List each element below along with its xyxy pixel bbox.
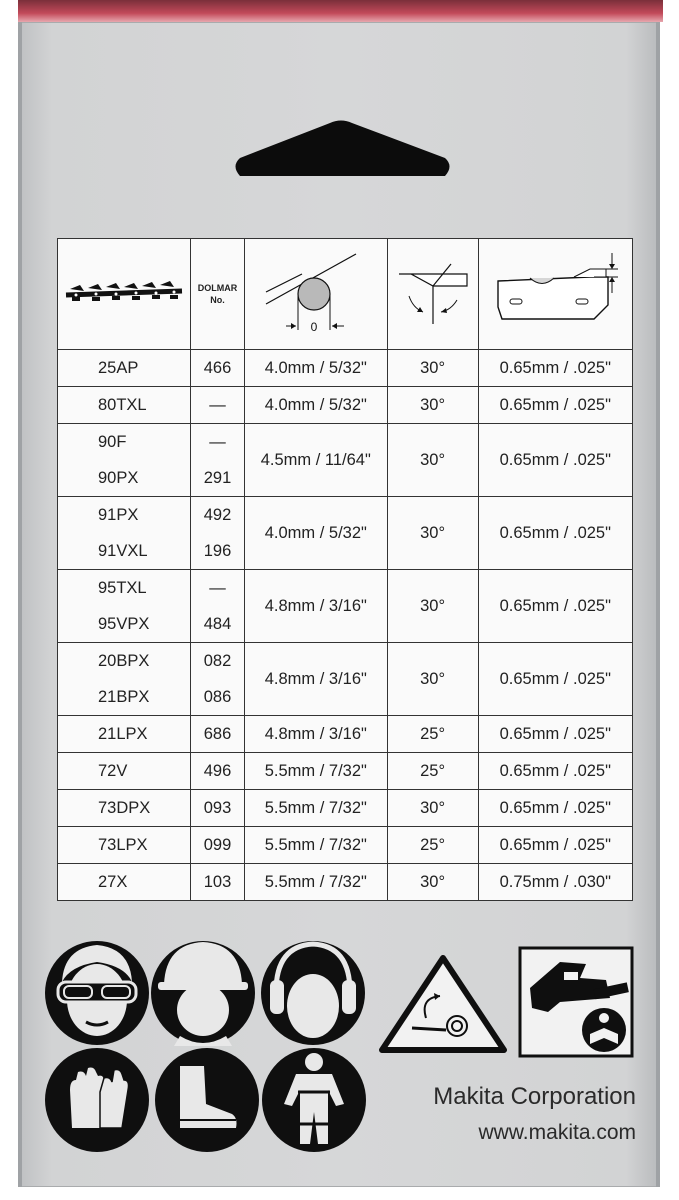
angle-cell: 30°	[387, 424, 478, 497]
depth-cell: 0.65mm / .025"	[478, 497, 632, 570]
file-diameter-symbol: 0	[310, 319, 318, 334]
protective-clothing-icon	[262, 1048, 366, 1152]
file-size-cell: 4.0mm / 5/32"	[245, 497, 388, 570]
angle-cell: 30°	[387, 387, 478, 424]
dolmar-number: 196	[203, 542, 232, 560]
dolmar-number: 082	[203, 652, 232, 670]
model-code: 95VPX	[98, 615, 150, 633]
dolmar-number: 496	[203, 762, 232, 780]
company-name: Makita Corporation	[433, 1083, 636, 1110]
dolmar-header-label: DOLMAR No.	[197, 283, 238, 305]
kickback-warning-icon	[382, 958, 504, 1050]
dolmar-number: 466	[203, 359, 232, 377]
file-size-cell: 5.5mm / 7/32"	[245, 790, 388, 827]
dolmar-number: 686	[203, 725, 232, 743]
angle-cell: 25°	[387, 753, 478, 790]
dolmar-number: —	[209, 396, 226, 414]
depth-cell: 0.65mm / .025"	[478, 790, 632, 827]
angle-cell: 30°	[387, 864, 478, 901]
angle-cell: 25°	[387, 716, 478, 753]
dolmar-number: —	[209, 579, 226, 597]
angle-cell: 30°	[387, 350, 478, 387]
model-code: 21LPX	[98, 725, 148, 743]
file-size-cell: 4.8mm / 3/16"	[245, 716, 388, 753]
angle-cell: 30°	[387, 570, 478, 643]
dolmar-number: 093	[203, 799, 232, 817]
depth-cell: 0.65mm / .025"	[478, 827, 632, 864]
model-code: 91PX	[98, 506, 139, 524]
depth-cell: 0.65mm / .025"	[478, 424, 632, 497]
ear-protection-icon	[261, 941, 365, 1045]
model-code: 80TXL	[98, 396, 147, 414]
model-code: 73LPX	[98, 836, 148, 854]
dolmar-number: 103	[203, 873, 232, 891]
angle-cell: 30°	[387, 643, 478, 716]
depth-cell: 0.65mm / .025"	[478, 643, 632, 716]
file-size-cell: 5.5mm / 7/32"	[245, 864, 388, 901]
depth-cell: 0.75mm / .030"	[478, 864, 632, 901]
model-code: 90PX	[98, 469, 139, 487]
depth-cell: 0.65mm / .025"	[478, 716, 632, 753]
depth-cell: 0.65mm / .025"	[478, 753, 632, 790]
model-code: 27X	[98, 873, 128, 891]
model-code: 72V	[98, 762, 128, 780]
file-size-cell: 4.8mm / 3/16"	[245, 570, 388, 643]
dolmar-number: 086	[203, 688, 232, 706]
dolmar-number: 492	[203, 506, 232, 524]
dolmar-number: 099	[203, 836, 232, 854]
eye-protection-icon	[45, 941, 149, 1045]
angle-cell: 30°	[387, 497, 478, 570]
file-size-cell: 5.5mm / 7/32"	[245, 753, 388, 790]
hard-hat-icon	[151, 941, 255, 1046]
file-size-cell: 4.8mm / 3/16"	[245, 643, 388, 716]
dolmar-number: 291	[203, 469, 232, 487]
gloves-icon	[45, 1048, 149, 1152]
depth-cell: 0.65mm / .025"	[478, 387, 632, 424]
depth-cell: 0.65mm / .025"	[478, 350, 632, 387]
file-size-cell: 5.5mm / 7/32"	[245, 827, 388, 864]
model-code: 95TXL	[98, 579, 147, 597]
file-size-cell: 4.0mm / 5/32"	[245, 387, 388, 424]
angle-cell: 30°	[387, 790, 478, 827]
model-code: 20BPX	[98, 652, 150, 670]
model-code: 25AP	[98, 359, 139, 377]
file-size-cell: 4.0mm / 5/32"	[245, 350, 388, 387]
dolmar-number: —	[209, 433, 226, 451]
read-manual-chainsaw-icon	[520, 948, 632, 1056]
model-code: 90F	[98, 433, 127, 451]
depth-cell: 0.65mm / .025"	[478, 570, 632, 643]
model-code: 73DPX	[98, 799, 151, 817]
company-website: www.makita.com	[478, 1121, 636, 1144]
model-code: 91VXL	[98, 542, 148, 560]
file-size-cell: 4.5mm / 11/64"	[245, 424, 388, 497]
angle-cell: 25°	[387, 827, 478, 864]
safety-boots-icon	[155, 1048, 259, 1152]
dolmar-number: 484	[203, 615, 232, 633]
model-code: 21BPX	[98, 688, 150, 706]
